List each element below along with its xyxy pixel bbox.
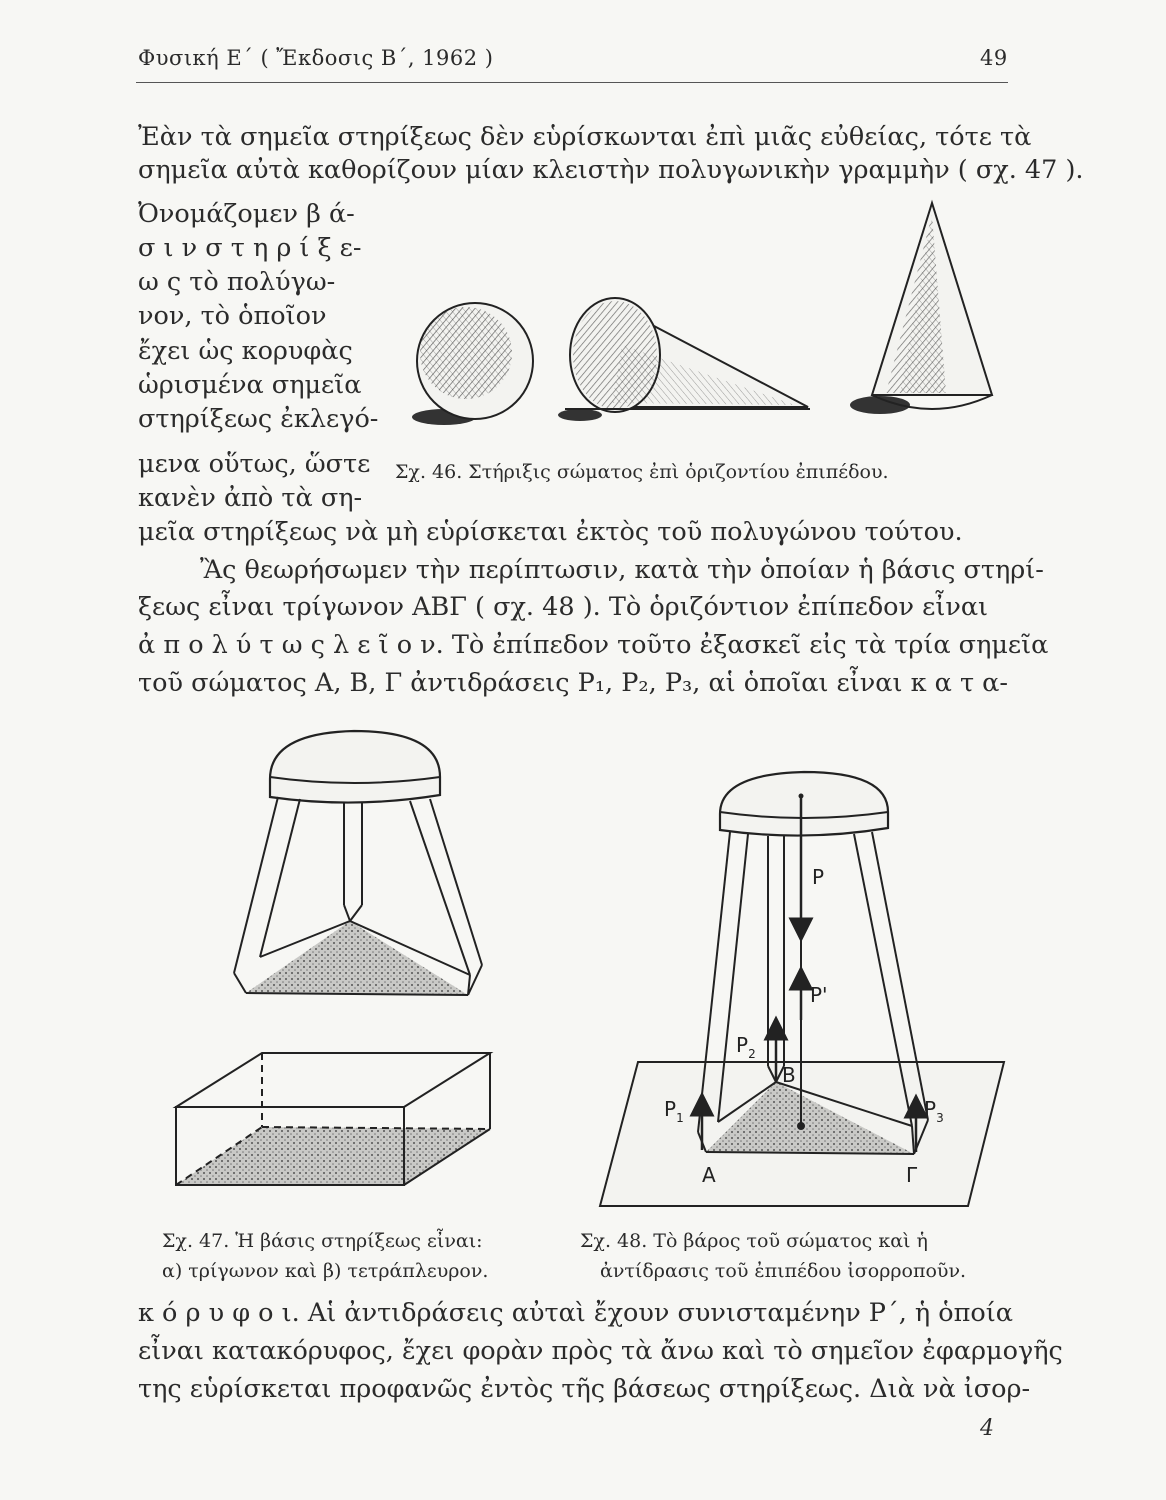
- wrap-line-1: Ὀνομάζομεν β ά-: [138, 199, 355, 229]
- figure-47a-stool: [200, 725, 500, 1025]
- running-title: Φυσική Ε΄ ( Ἔκδοσις Β΄, 1962 ): [138, 46, 494, 70]
- para2-line-2: ξεως εἶναι τρίγωνον ΑΒΓ ( σχ. 48 ). Τὸ ὁριζόντιον ἐπίπεδον εἶναι: [138, 592, 989, 622]
- signature-mark: 4: [980, 1416, 994, 1441]
- para2-line-1: Ἂς θεωρήσωμεν τὴν περίπτωσιν, κατὰ τὴν ὁποίαν ἡ βάσις στηρί-: [200, 555, 1044, 585]
- sphere-drawing: [412, 303, 533, 425]
- figure-47b-box: [172, 1045, 502, 1195]
- fig47-caption-line-2: α) τρίγωνον καὶ β) τετράπλευρον.: [162, 1260, 489, 1282]
- header-rule: [136, 82, 1008, 83]
- label-P2: [736, 1033, 756, 1061]
- fig48-caption-line-2: ἀντίδρασις τοῦ ἐπιπέδου ἰσορροποῦν.: [600, 1260, 967, 1282]
- label-Gamma: Γ: [906, 1163, 918, 1187]
- label-P1-sub: 1: [676, 1111, 684, 1125]
- wrap-line-6: ὡρισμένα σημεῖα: [138, 370, 362, 400]
- wrap-line-2: σ ι ν σ τ η ρ ί ξ ε-: [138, 233, 362, 263]
- wrap-line-4: νον, τὸ ὁποῖον: [138, 301, 327, 331]
- label-P3-sub: 3: [936, 1111, 944, 1125]
- wrap-line-5: ἔχει ὡς κορυφὰς: [138, 336, 353, 366]
- label-A: A: [702, 1163, 716, 1187]
- para2-line-3: ἀ π ο λ ύ τ ω ς λ ε ῖ ο ν. Τὸ ἐπίπεδον τοῦτο ἐξασκεῖ εἰς τὰ τρία σημεῖα: [138, 630, 1049, 660]
- figure-46: [400, 195, 1000, 455]
- wrap-line-7: στηρίξεως ἐκλεγό-: [138, 404, 379, 434]
- upright-cone-drawing: [850, 203, 992, 414]
- label-P: P: [812, 865, 825, 889]
- wrap-line-8: μενα οὕτως, ὥστε: [138, 449, 371, 479]
- para3-line-3: της εὑρίσκεται προφανῶς ἐντὸς τῆς βάσεως στηρίξεως. Διὰ νὰ ἰσορ-: [138, 1374, 1031, 1404]
- label-P2-main: P: [736, 1033, 749, 1057]
- label-P1-main: P: [664, 1097, 677, 1121]
- para3-line-1: κ ό ρ υ φ ο ι. Αἱ ἀντιδράσεις αὐταὶ ἔχουν συνισταμένην P΄, ἡ ὁποία: [138, 1298, 1013, 1328]
- text-line-2: σημεῖα αὐτὰ καθορίζουν μίαν κλειστὴν πολυγωνικὴν γραμμὴν ( σχ. 47 ).: [138, 155, 1084, 185]
- fig48-caption-line-1: Σχ. 48. Τὸ βάρος τοῦ σώματος καὶ ἡ: [580, 1230, 928, 1252]
- label-P3-main: P: [924, 1097, 937, 1121]
- lying-cone-drawing: [558, 298, 810, 421]
- para3-line-2: εἶναι κατακόρυφος, ἔχει φορὰν πρὸς τὰ ἄνω καὶ τὸ σημεῖον ἐφαρμογῆς: [138, 1336, 1063, 1366]
- text-line-1: Ἐὰν τὰ σημεῖα στηρίξεως δὲν εὑρίσκωνται ἐπὶ μιᾶς εὐθείας, τότε τὰ: [138, 122, 1032, 152]
- fig46-caption: Σχ. 46. Στήριξις σώματος ἐπὶ ὁριζοντίου ἐπιπέδου.: [395, 461, 889, 483]
- text-line-after-wrap: μεῖα στηρίξεως νὰ μὴ εὑρίσκεται ἐκτὸς τοῦ πολυγώνου τούτου.: [138, 517, 963, 547]
- para2-line-4: τοῦ σώματος Α, Β, Γ ἀντιδράσεις P₁, P₂, P₃, αἱ ὁποῖαι εἶναι κ α τ α-: [138, 668, 1009, 698]
- label-P2-sub: 2: [748, 1047, 756, 1061]
- label-B: B: [782, 1063, 796, 1087]
- wrap-line-3: ω ς τὸ πολύγω-: [138, 267, 336, 297]
- label-P-prime: P': [810, 983, 828, 1007]
- page-number: 49: [980, 46, 1008, 70]
- wrap-line-9: κανὲν ἀπὸ τὰ ση-: [138, 483, 363, 513]
- figure-48: [598, 770, 1008, 1210]
- fig47-caption-line-1: Σχ. 47. Ἡ βάσις στηρίξεως εἶναι:: [162, 1230, 483, 1252]
